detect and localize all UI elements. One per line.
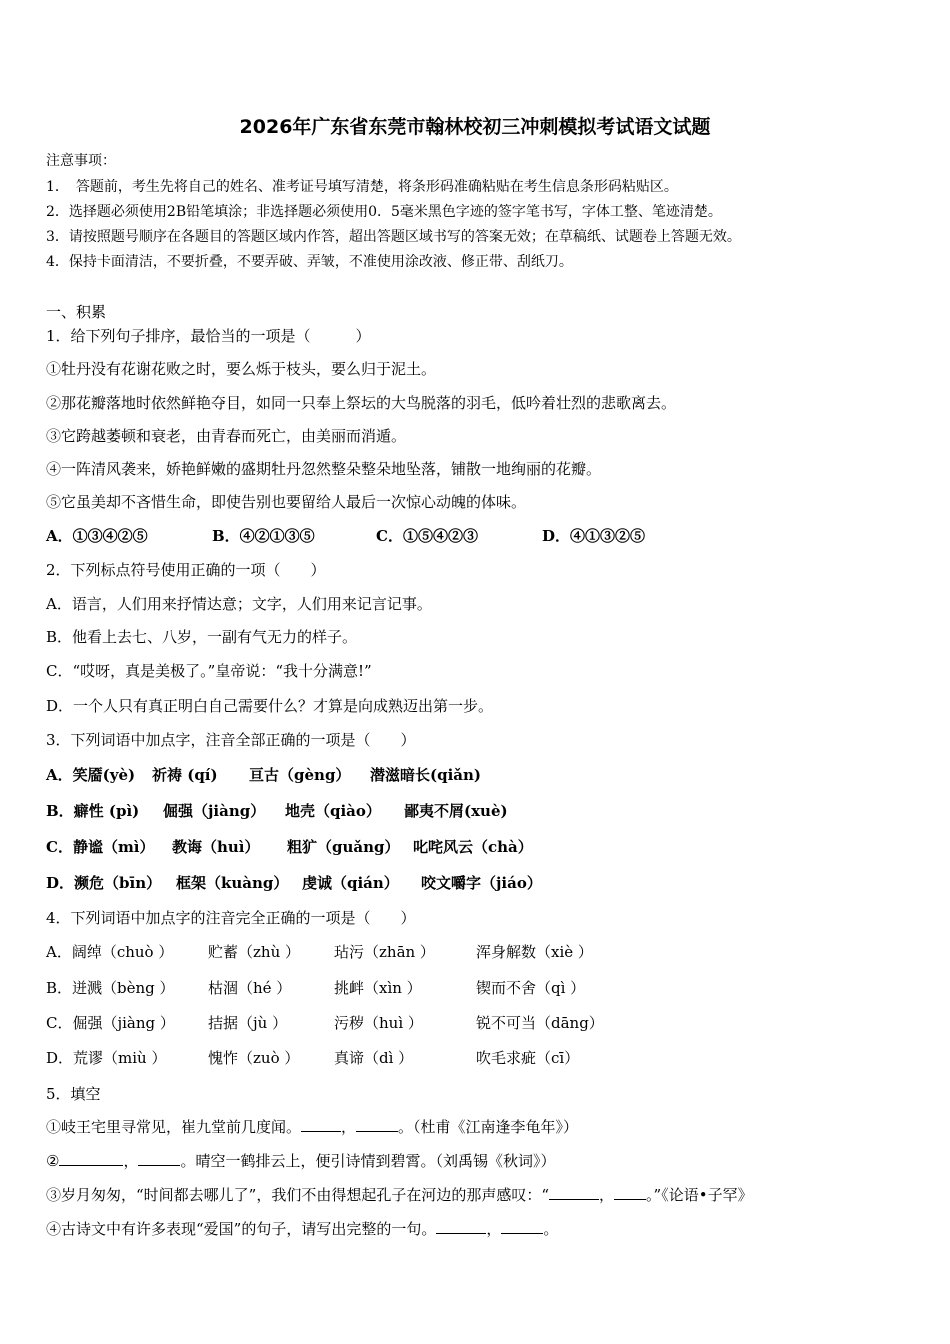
q5-text: ”《论语•子罕》 (653, 1186, 753, 1204)
q1-option-d: D．④①③②⑤ (542, 527, 646, 545)
answer-blank[interactable] (356, 1117, 398, 1132)
q4-word: 挑衅（xìn ） (334, 979, 422, 997)
q4-word: 贮蓄（zhù ） (208, 943, 300, 961)
q5-text: 。 (398, 1118, 414, 1136)
q3-stem: 3．下列词语中加点字，注音全部正确的一项是（ ） (46, 731, 416, 749)
answer-blank[interactable] (301, 1117, 341, 1132)
q5-text: ， (341, 1118, 357, 1136)
q4-option-c: C．倔强（jiàng ） (46, 1014, 175, 1032)
q4-option-d: D．荒谬（miù ） (46, 1049, 167, 1067)
q4-word: 玷污（zhān ） (334, 943, 435, 961)
notice-item: 4．保持卡面清洁，不要折叠，不要弄破、弄皱，不准使用涂改液、修正带、刮纸刀。 (46, 254, 573, 270)
page-title: 2026年广东省东莞市翰林校初三冲刺模拟考试语文试题 (239, 116, 711, 138)
q5-text: ①岐王宅里寻常见，崔九堂前几度闻。 (46, 1118, 302, 1136)
q3-word: 框架（kuàng） (176, 874, 289, 892)
q4-word: 锲而不舍（qì ） (476, 979, 586, 997)
q1-option-c: C．①⑤④②③ (376, 527, 478, 545)
q1-option-a: A．①③④②⑤ (46, 527, 148, 545)
q5-text: ， (599, 1186, 615, 1204)
q3-word: 祈祷 (qí) (152, 766, 218, 784)
answer-blank[interactable] (614, 1185, 646, 1200)
q4-word: 吹毛求疵（cī） (476, 1049, 580, 1067)
q4-word: 污秽（huì ） (334, 1014, 423, 1032)
q3-option-c: C．静谧（mì） (46, 838, 155, 856)
notice-item: 3．请按照题号顺序在各题目的答题区域内作答，超出答题区域书写的答案无效；在草稿纸、试题卷上答题无效。 (46, 229, 741, 245)
q1-sentence: ④一阵清风袭来，娇艳鲜嫩的盛期牡丹忽然整朵整朵地坠落，铺散一地绚丽的花瓣。 (46, 460, 602, 478)
section-heading: 一、积累 (46, 303, 107, 321)
q3-word: 教诲（huì） (172, 838, 260, 856)
q4-option-a: A．阔绰（chuò ） (46, 943, 174, 961)
answer-blank[interactable] (549, 1185, 599, 1200)
q2-stem: 2．下列标点符号使用正确的一项（ ） (46, 561, 326, 579)
q1-sentence: ③它跨越萎顿和衰老，由青春而死亡，由美丽而消遁。 (46, 427, 407, 445)
q3-word: 粗犷（guǎng） (287, 838, 400, 856)
notice-heading: 注意事项： (46, 153, 116, 169)
q4-word: 锐不可当（dāng） (476, 1014, 604, 1032)
q5-text: ② (46, 1152, 60, 1170)
notice-item: 1． 答题前，考生先将自己的姓名、准考证号填写清楚，将条形码准确粘贴在考生信息条形码粘贴区。 (46, 179, 678, 195)
q5-text: ， (123, 1152, 139, 1170)
q5-text: ③岁月匆匆，“时间都去哪儿了”，我们不由得想起孔子在河边的那声感叹：“ (46, 1186, 550, 1204)
q4-option-b: B．迸溅（bèng ） (46, 979, 175, 997)
q3-option-b: B．癖性 (pì) (46, 802, 140, 820)
q1-option-b: B．④②①③⑤ (212, 527, 315, 545)
q5-text: 晴空一鹤排云上，便引诗情到碧霄。（刘禹锡《秋词》） (195, 1152, 556, 1170)
q5-fill-line-3 (46, 1185, 753, 1205)
q5-fill-line-1 (46, 1117, 578, 1137)
q5-text: （杜甫《江南逢李龟年》） (413, 1118, 579, 1136)
q1-sentence: ⑤它虽美却不吝惜生命，即使告别也要留给人最后一次惊心动魄的体味。 (46, 493, 527, 511)
answer-blank[interactable] (138, 1151, 180, 1166)
q3-word: 地壳（qiào） (285, 802, 381, 820)
q5-fill-line-2 (46, 1151, 556, 1171)
q3-option-a: A．笑靥(yè) (46, 766, 136, 784)
q5-text: ， (486, 1220, 502, 1238)
q1-sentence: ②那花瓣落地时依然鲜艳夺目，如同一只奉上祭坛的大鸟脱落的羽毛，低吟着壮烈的悲歌离去。 (46, 394, 677, 412)
q5-text: 。 (543, 1220, 559, 1238)
q3-word: 咬文嚼字（jiáo） (421, 874, 542, 892)
q3-word: 亘古（gèng） (249, 766, 351, 784)
q5-fill-line-4 (46, 1219, 558, 1239)
q4-word: 浑身解数（xiè ） (476, 943, 593, 961)
q2-option-d: D．一个人只有真正明白自己需要什么？才算是向成熟迈出第一步。 (46, 697, 494, 715)
q5-stem: 5．填空 (46, 1085, 101, 1103)
q3-word: 虔诚（qián） (302, 874, 399, 892)
q2-option-c: C．“哎呀，真是美极了。”皇帝说：“我十分满意!” (46, 662, 372, 680)
q1-stem: 1．给下列句子排序，最恰当的一项是（ ） (46, 327, 371, 345)
answer-blank[interactable] (501, 1219, 543, 1234)
q1-sentence: ①牡丹没有花谢花败之时，要么烁于枝头，要么归于泥土。 (46, 360, 437, 378)
answer-blank[interactable] (436, 1219, 486, 1234)
q2-option-a: A．语言，人们用来抒情达意；文字，人们用来记言记事。 (46, 595, 432, 613)
notice-item: 2．选择题必须使用2B铅笔填涂；非选择题必须使用0．5毫米黑色字迹的签字笔书写，字体工整、笔迹清楚。 (46, 204, 722, 220)
q3-option-d: D．濒危（bīn） (46, 874, 162, 892)
q4-word: 枯涸（hé ） (208, 979, 292, 997)
q3-word: 潜滋暗长(qiǎn) (370, 766, 482, 784)
q2-option-b: B．他看上去七、八岁，一副有气无力的样子。 (46, 628, 358, 646)
q4-stem: 4．下列词语中加点字的注音完全正确的一项是（ ） (46, 909, 416, 927)
q4-word: 愧怍（zuò ） (208, 1049, 300, 1067)
q4-word: 真谛（dì ） (334, 1049, 414, 1067)
q5-text: 。 (646, 1186, 654, 1204)
q3-word: 鄙夷不屑(xuè) (404, 802, 508, 820)
q5-text: ④古诗文中有许多表现“爱国”的句子，请写出完整的一句。 (46, 1220, 437, 1238)
q5-text: 。 (180, 1152, 196, 1170)
q3-word: 倔强（jiàng） (163, 802, 266, 820)
q4-word: 拮据（jù ） (208, 1014, 288, 1032)
answer-blank[interactable] (59, 1151, 123, 1166)
q3-word: 叱咤风云（chà） (413, 838, 533, 856)
